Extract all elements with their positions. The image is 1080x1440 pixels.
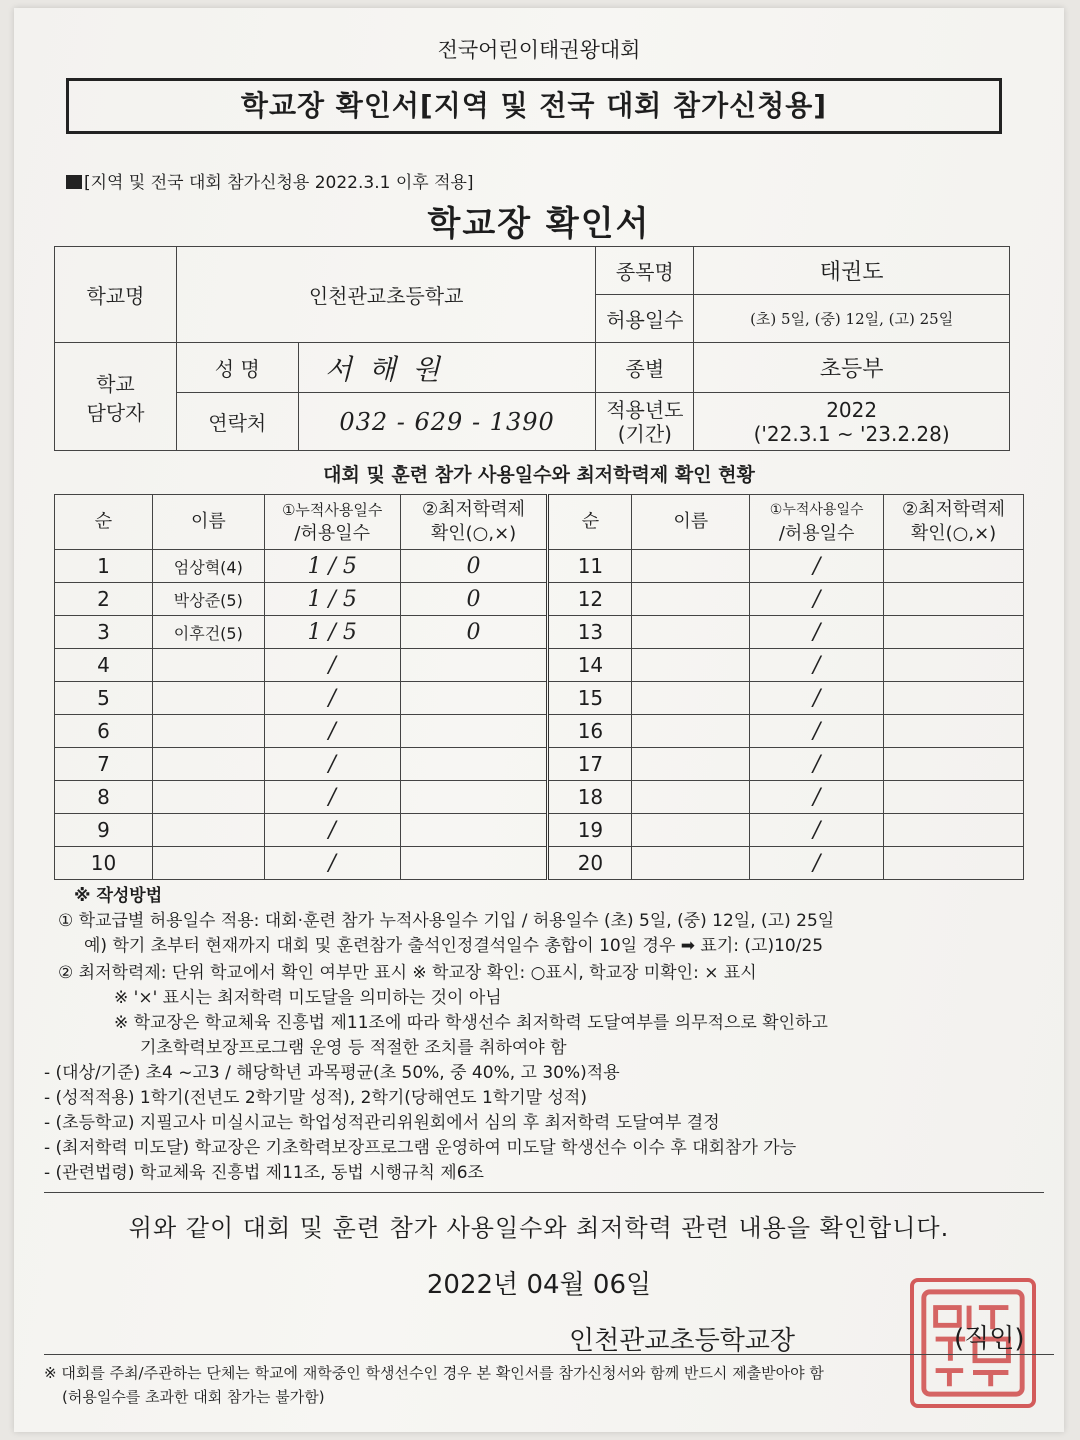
row-name — [632, 550, 750, 583]
row-no: 5 — [55, 682, 153, 715]
row-days: / — [264, 781, 400, 814]
phone-label: 연락처 — [176, 393, 298, 451]
row-name: 박상준(5) — [152, 583, 264, 616]
row-min — [400, 715, 548, 748]
row-name — [152, 715, 264, 748]
row-name — [632, 682, 750, 715]
footer-line: (허용일수를 초과한 대회 참가는 불가함) — [62, 1388, 325, 1406]
row-name — [632, 715, 750, 748]
row-name — [632, 847, 750, 880]
row-days: 1 / 5 — [264, 583, 400, 616]
table-row — [55, 583, 1024, 616]
name-value: 서 해 원 — [298, 343, 596, 393]
row-name — [632, 649, 750, 682]
school-value: 인천관교초등학교 — [176, 247, 596, 343]
row-days: / — [750, 583, 884, 616]
header-min-right — [884, 495, 1024, 550]
table-row — [55, 847, 1024, 880]
row-min — [884, 682, 1024, 715]
row-min: 0 — [400, 583, 548, 616]
row-min — [400, 847, 548, 880]
row-min — [884, 616, 1024, 649]
row-no: 4 — [55, 649, 153, 682]
row-min: 0 — [400, 616, 548, 649]
event-value: 태권도 — [694, 247, 1010, 295]
row-no: 10 — [55, 847, 153, 880]
header-no-left: 순 — [55, 495, 153, 550]
row-min — [884, 748, 1024, 781]
instruction-line: - (대상/기준) 초4 ~고3 / 해당학년 과목평균(초 50%, 중 40%, 고 30%)적용 — [44, 1063, 620, 1083]
table-row — [55, 715, 1024, 748]
row-days: / — [750, 550, 884, 583]
row-min — [400, 682, 548, 715]
table-row — [55, 550, 1024, 583]
row-days: / — [264, 649, 400, 682]
row-no: 18 — [548, 781, 632, 814]
confirmation-date: 2022년 04월 06일 — [426, 1270, 652, 1300]
year-label — [596, 393, 694, 451]
phone-value: 032 - 629 - 1390 — [298, 393, 596, 451]
row-name — [632, 583, 750, 616]
document-page — [14, 8, 1064, 1432]
row-days: / — [750, 814, 884, 847]
header-days-right-line1: ①누적사용일수 — [769, 502, 864, 518]
participants-table — [54, 494, 1024, 880]
instruction-line: - (최저학력 미도달) 학교장은 기초학력보장프로그램 운영하여 미도달 학생선수 이수 후 대회참가 가능 — [44, 1138, 797, 1158]
row-days: / — [750, 682, 884, 715]
row-name — [152, 682, 264, 715]
footer-line: ※ 대회를 주최/주관하는 단체는 학교에 재학중인 학생선수인 경우 본 확인서를 참가신청서와 함께 반드시 제출받아야 함 — [44, 1364, 824, 1382]
table-row — [55, 781, 1024, 814]
contact-person-label — [55, 343, 177, 451]
year-label-line2: (기간) — [617, 421, 672, 446]
row-min — [400, 814, 548, 847]
row-no: 7 — [55, 748, 153, 781]
row-days: / — [264, 715, 400, 748]
row-name — [152, 814, 264, 847]
row-no: 20 — [548, 847, 632, 880]
category-label: 종별 — [596, 343, 694, 393]
row-name — [632, 814, 750, 847]
row-min — [884, 550, 1024, 583]
contact-person-label-line2: 담당자 — [86, 400, 145, 425]
instruction-line: 기초학력보장프로그램 운영 등 적절한 조치를 취하여야 함 — [140, 1038, 567, 1058]
row-days: 1 / 5 — [264, 616, 400, 649]
table-row — [55, 748, 1024, 781]
row-days: / — [750, 715, 884, 748]
header-name-right: 이름 — [632, 495, 750, 550]
row-name — [632, 748, 750, 781]
row-no: 9 — [55, 814, 153, 847]
row-name — [152, 847, 264, 880]
instruction-line: 예) 학기 초부터 현재까지 대회 및 훈련참가 출석인정결석일수 총합이 10일 경우 ➡ 표기: (고)10/25 — [84, 936, 824, 956]
contact-person-label-line1: 학교 — [96, 371, 135, 396]
header-min-left — [400, 495, 548, 550]
instruction-line: ② 최저학력제: 단위 학교에서 확인 여부만 표시 ※ 학교장 확인: ○표시, 학교장 미확인: × 표시 — [58, 963, 757, 983]
row-min — [400, 649, 548, 682]
allowed-days-label: 허용일수 — [596, 295, 694, 343]
header-days-left — [264, 495, 400, 550]
header-days-right — [750, 495, 884, 550]
row-days: / — [264, 682, 400, 715]
instructions — [44, 884, 1044, 1193]
category-value: 초등부 — [694, 343, 1010, 393]
year-label-line1: 적용년도 — [606, 397, 684, 422]
event-label: 종목명 — [596, 247, 694, 295]
name-label: 성 명 — [176, 343, 298, 393]
black-square-icon — [66, 175, 82, 189]
row-min — [884, 847, 1024, 880]
signer-name: 인천관교초등학교장 — [569, 1326, 796, 1356]
header-min-left-line1: ②최저학력제 — [421, 499, 526, 520]
row-name — [632, 781, 750, 814]
organization-name: 전국어린이태권왕대회 — [437, 38, 641, 62]
row-no: 19 — [548, 814, 632, 847]
document-title: 학교장 확인서 — [427, 204, 651, 244]
instruction-line: - (초등학교) 지필고사 미실시교는 학업성적관리위원회에서 심의 후 최저학력 도달여부 결정 — [44, 1113, 720, 1133]
row-min — [884, 781, 1024, 814]
row-name — [632, 616, 750, 649]
row-name — [152, 748, 264, 781]
row-no: 12 — [548, 583, 632, 616]
instruction-line: ※ '×' 표시는 최저학력 미도달을 의미하는 것이 아님 — [114, 988, 502, 1008]
row-no: 15 — [548, 682, 632, 715]
row-no: 6 — [55, 715, 153, 748]
row-no: 1 — [55, 550, 153, 583]
row-days: 1 / 5 — [264, 550, 400, 583]
row-days: / — [750, 616, 884, 649]
row-no: 11 — [548, 550, 632, 583]
instruction-line: - (관련법령) 학교체육 진흥법 제11조, 동법 시행규칙 제6조 — [44, 1163, 484, 1183]
row-no: 3 — [55, 616, 153, 649]
table-row — [55, 616, 1024, 649]
instructions-heading: ※ 작성방법 — [74, 886, 163, 906]
instruction-line: - (성적적용) 1학기(전년도 2학기말 성적), 2학기(당해연도 1학기말 성적) — [44, 1088, 587, 1108]
participants-section-title: 대회 및 훈련 참가 사용일수와 최저학력제 확인 현황 — [323, 464, 755, 486]
row-days: / — [750, 847, 884, 880]
table-row — [55, 649, 1024, 682]
form-title: 학교장 확인서[지역 및 전국 대회 참가신청용] — [66, 78, 1002, 134]
school-label: 학교명 — [55, 247, 177, 343]
footer-note — [44, 1354, 1054, 1409]
header-days-left-line1: ①누적사용일수 — [281, 501, 383, 519]
row-min: 0 — [400, 550, 548, 583]
row-min — [884, 649, 1024, 682]
row-no: 16 — [548, 715, 632, 748]
info-table — [54, 246, 1010, 451]
row-no: 8 — [55, 781, 153, 814]
row-min — [400, 748, 548, 781]
year-value-line1: 2022 — [826, 397, 878, 422]
row-days: / — [264, 814, 400, 847]
row-min — [400, 781, 548, 814]
row-no: 13 — [548, 616, 632, 649]
row-name: 엄상혁(4) — [152, 550, 264, 583]
header-min-right-line2: 확인(○,×) — [910, 523, 997, 544]
instruction-line: ※ 학교장은 학교체육 진흥법 제11조에 따라 학생선수 최저학력 도달여부를 의무적으로 확인하고 — [114, 1013, 828, 1033]
header-name-left: 이름 — [152, 495, 264, 550]
table-row — [55, 682, 1024, 715]
year-value — [694, 393, 1010, 451]
confirmation-statement: 위와 같이 대회 및 훈련 참가 사용일수와 최저학력 관련 내용을 확인합니다. — [128, 1214, 950, 1242]
row-no: 14 — [548, 649, 632, 682]
row-days: / — [750, 781, 884, 814]
row-name — [152, 649, 264, 682]
row-name: 이후건(5) — [152, 616, 264, 649]
row-days: / — [750, 748, 884, 781]
row-no: 17 — [548, 748, 632, 781]
header-min-right-line1: ②최저학력제 — [901, 499, 1006, 520]
row-min — [884, 715, 1024, 748]
divider — [44, 1192, 1044, 1193]
row-no: 2 — [55, 583, 153, 616]
row-name — [152, 781, 264, 814]
row-days: / — [264, 847, 400, 880]
instruction-line: ① 학교급별 허용일수 적용: 대회·훈련 참가 누적사용일수 기입 / 허용일수 (초) 5일, (중) 12일, (고) 25일 — [58, 911, 835, 931]
header-min-left-line2: 확인(○,×) — [430, 523, 517, 544]
sub-note-text: [지역 및 전국 대회 참가신청용 2022.3.1 이후 적용] — [84, 173, 474, 193]
header-days-left-line2: /허용일수 — [294, 523, 370, 544]
seal-label: (직인) — [954, 1324, 1025, 1354]
sub-note — [66, 168, 474, 193]
allowed-days-value: (초) 5일, (중) 12일, (고) 25일 — [694, 295, 1010, 343]
row-days: / — [264, 748, 400, 781]
row-days: / — [750, 649, 884, 682]
header-days-right-line2: /허용일수 — [778, 523, 855, 544]
row-min — [884, 814, 1024, 847]
table-row — [55, 814, 1024, 847]
header-no-right: 순 — [548, 495, 632, 550]
year-value-line2: ('22.3.1 ~ '23.2.28) — [753, 421, 950, 446]
row-min — [884, 583, 1024, 616]
